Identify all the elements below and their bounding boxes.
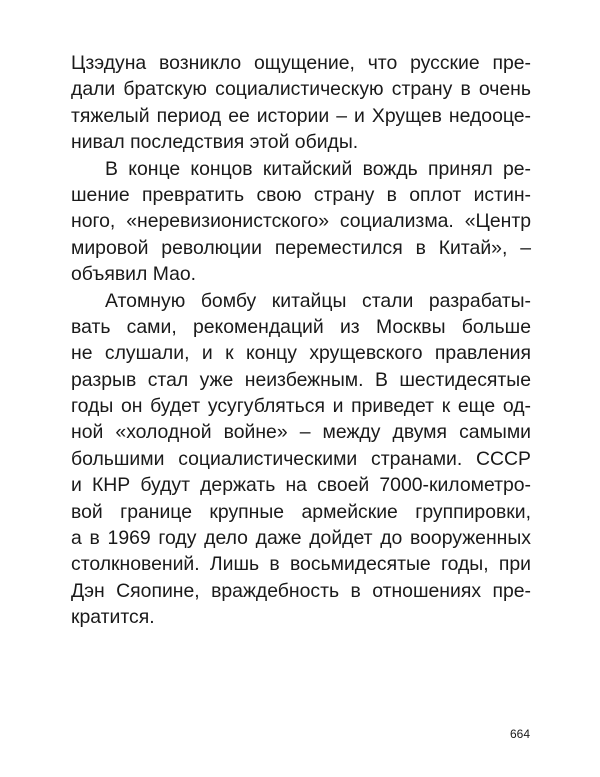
text-line: мировой революции переместился в Китай», – xyxy=(71,236,531,259)
text-line: разрыв стал уже неизбежным. В шестидесятые xyxy=(71,368,531,391)
paragraph-1 xyxy=(71,50,531,156)
text-line: не слушали, и к концу хрущевского правления xyxy=(71,342,531,365)
text-line: вать сами, рекомендаций из Москвы больше xyxy=(71,315,531,338)
body-text xyxy=(71,50,531,631)
text-line: объявил Мао. xyxy=(71,263,197,286)
text-line: Дэн Сяопине, враждебность в отношениях пре- xyxy=(71,579,531,602)
text-line: шение превратить свою страну в оплот истин- xyxy=(71,183,531,206)
text-line: кратится. xyxy=(71,606,155,629)
text-line: нивал последствия этой обиды. xyxy=(71,131,359,154)
paragraph-2 xyxy=(71,156,531,288)
text-line: столкновений. Лишь в восьмидесятые годы, при xyxy=(71,553,531,576)
text-line: и КНР будут держать на своей 7000-километро- xyxy=(71,474,531,497)
text-line: дали братскую социалистическую страну в очень xyxy=(71,78,531,101)
text-line: тяжелый период ее истории – и Хрущев недооце- xyxy=(71,104,531,127)
text-line: В конце концов китайский вождь принял ре- xyxy=(105,157,531,180)
text-line: ного, «неревизионистского» социализма. «Центр xyxy=(71,210,531,233)
text-line: а в 1969 году дело даже дойдет до вооруженных xyxy=(71,527,531,550)
page-number: 664 xyxy=(509,727,530,741)
text-line: Атомную бомбу китайцы стали разрабаты- xyxy=(105,289,531,312)
text-line: вой границе крупные армейские группировки, xyxy=(71,500,531,523)
paragraph-3 xyxy=(71,288,531,631)
text-line: Цзэдуна возникло ощущение, что русские пре- xyxy=(71,52,531,74)
text-line: ной «холодной войне» – между двумя самыми xyxy=(71,421,531,444)
text-line: годы он будет усугубляться и приведет к еще од- xyxy=(71,395,531,418)
text-line: большими социалистическими странами. СССР xyxy=(71,447,531,470)
